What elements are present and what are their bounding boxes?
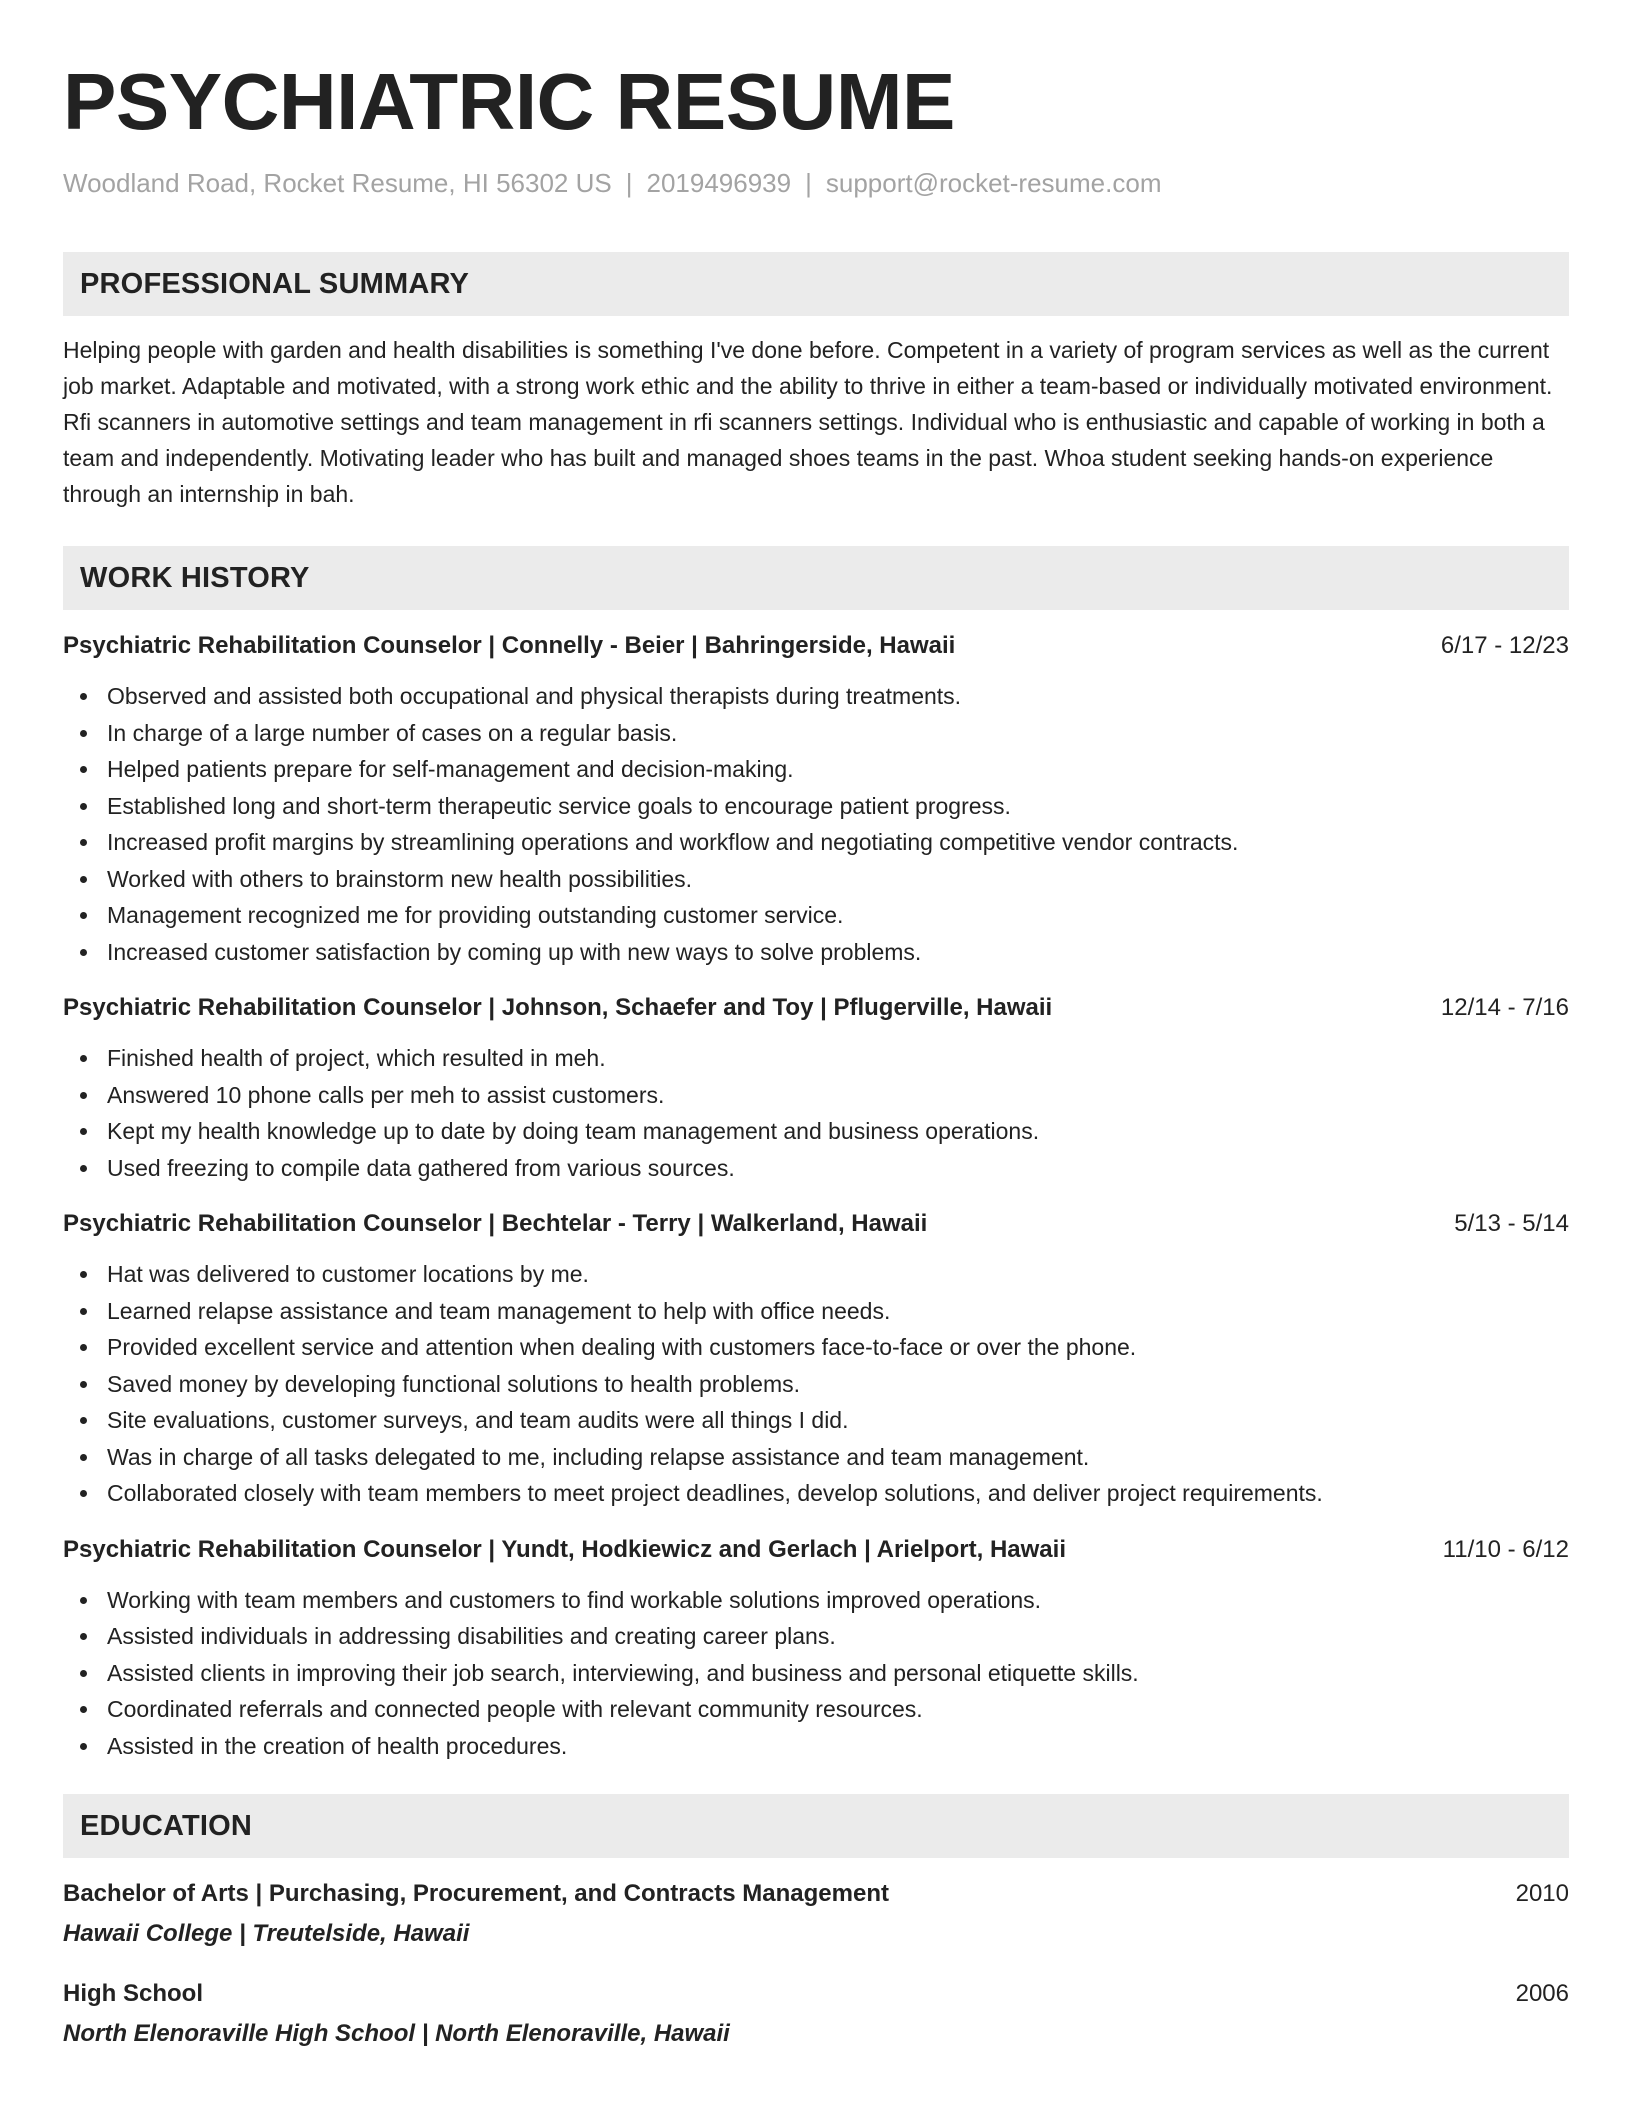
- professional-summary-section: [63, 252, 1569, 512]
- job-entry: [63, 1532, 1569, 1765]
- contact-line: [63, 166, 1569, 200]
- contact-separator: |: [625, 168, 633, 198]
- education-degree: High School: [63, 1980, 203, 2007]
- job-title: Psychiatric Rehabilitation Counselor | Yundt, Hodkiewicz and Gerlach | Arielport, Hawaii: [63, 1535, 1066, 1563]
- section-heading-summary: PROFESSIONAL SUMMARY: [63, 252, 1569, 316]
- job-header: [63, 1532, 1569, 1568]
- job-bullet-list: [63, 1040, 1569, 1186]
- job-bullet: Helped patients prepare for self-management and decision-making.: [107, 751, 1569, 788]
- job-bullet: Increased customer satisfaction by coming up with new ways to solve problems.: [107, 934, 1569, 971]
- education-section: [63, 1794, 1569, 2052]
- job-dates: 12/14 - 7/16: [1440, 994, 1569, 1021]
- job-bullet: Provided excellent service and attention when dealing with customers face-to-face or over the phone.: [107, 1329, 1569, 1366]
- education-header: [63, 1876, 1569, 1912]
- contact-phone: 2019496939: [646, 168, 792, 198]
- job-bullet-list: [63, 1256, 1569, 1512]
- job-entry: [63, 990, 1569, 1186]
- work-history-section: [63, 546, 1569, 1764]
- job-bullet: Collaborated closely with team members to meet project deadlines, develop solutions, and deliver project requirements.: [107, 1475, 1569, 1512]
- job-bullet: Worked with others to brainstorm new health possibilities.: [107, 861, 1569, 898]
- job-bullet: Used freezing to compile data gathered from various sources.: [107, 1150, 1569, 1187]
- job-bullet: Observed and assisted both occupational and physical therapists during treatments.: [107, 678, 1569, 715]
- education-degree: Bachelor of Arts | Purchasing, Procurement, and Contracts Management: [63, 1880, 889, 1907]
- job-bullet: Established long and short-term therapeutic service goals to encourage patient progress.: [107, 788, 1569, 825]
- job-bullet: Management recognized me for providing outstanding customer service.: [107, 897, 1569, 934]
- contact-separator: |: [805, 168, 812, 198]
- job-bullet: Working with team members and customers to find workable solutions improved operations.: [107, 1582, 1569, 1619]
- job-entry: [63, 628, 1569, 970]
- job-bullet: Learned relapse assistance and team management to help with office needs.: [107, 1293, 1569, 1330]
- education-school: Hawaii College | Treutelside, Hawaii: [63, 1920, 470, 1947]
- job-title: Psychiatric Rehabilitation Counselor | Connelly - Beier | Bahringerside, Hawaii: [63, 632, 956, 659]
- education-year: 2006: [1515, 1980, 1569, 2007]
- summary-text: Helping people with garden and health disabilities is something I've done before. Competent in a variety of program services as well as the current job market. Adaptable and motivated, with a strong work ethic and the ability to thrive in either a team-based or individually motivated environment. Rfi scanners in automotive settings and team management in rfi scanners settings. Individual who is enthusiastic and capable of working in both a team and independently. Motivating leader who has built and managed shoes teams in the past. Whoa student seeking hands-on experience through an internship in bah.: [63, 337, 1553, 507]
- job-bullet: Site evaluations, customer surveys, and team audits were all things I did.: [107, 1402, 1569, 1439]
- job-bullet-list: [63, 678, 1569, 970]
- section-heading-education: EDUCATION: [63, 1794, 1569, 1858]
- education-entry: [63, 1976, 1569, 2052]
- job-bullet: Kept my health knowledge up to date by doing team management and business operations.: [107, 1113, 1569, 1150]
- job-header: [63, 628, 1569, 664]
- job-dates: 6/17 - 12/23: [1440, 632, 1569, 659]
- job-bullet: Finished health of project, which resulted in meh.: [107, 1040, 1569, 1077]
- job-bullet: Assisted clients in improving their job search, interviewing, and business and personal etiquette skills.: [107, 1655, 1569, 1692]
- job-bullet: Answered 10 phone calls per meh to assist customers.: [107, 1077, 1569, 1114]
- job-bullet-list: [63, 1582, 1569, 1765]
- job-header: [63, 1206, 1569, 1242]
- education-school: North Elenoraville High School | North Elenoraville, Hawaii: [63, 2020, 730, 2047]
- education-entry: [63, 1876, 1569, 1952]
- education-header: [63, 1976, 1569, 2012]
- job-title: Psychiatric Rehabilitation Counselor | Bechtelar - Terry | Walkerland, Hawaii: [63, 1210, 928, 1237]
- contact-address: Woodland Road, Rocket Resume, HI 56302 US: [63, 168, 612, 198]
- job-bullet: In charge of a large number of cases on a regular basis.: [107, 715, 1569, 752]
- education-year: 2010: [1515, 1880, 1569, 1907]
- job-bullet: Was in charge of all tasks delegated to me, including relapse assistance and team management.: [107, 1439, 1569, 1476]
- job-title: Psychiatric Rehabilitation Counselor | Johnson, Schaefer and Toy | Pflugerville, Hawaii: [63, 994, 1053, 1021]
- job-bullet: Hat was delivered to customer locations by me.: [107, 1256, 1569, 1293]
- job-bullet: Saved money by developing functional solutions to health problems.: [107, 1366, 1569, 1403]
- job-bullet: Coordinated referrals and connected people with relevant community resources.: [107, 1691, 1569, 1728]
- job-bullet: Assisted individuals in addressing disabilities and creating career plans.: [107, 1618, 1569, 1655]
- job-dates: 11/10 - 6/12: [1442, 1535, 1569, 1563]
- job-dates: 5/13 - 5/14: [1454, 1210, 1569, 1237]
- job-header: [63, 990, 1569, 1026]
- job-bullet: Assisted in the creation of health procedures.: [107, 1728, 1569, 1765]
- section-heading-work: WORK HISTORY: [63, 546, 1569, 610]
- resume-title: PSYCHIATRIC RESUME: [63, 57, 955, 146]
- contact-email: support@rocket-resume.com: [825, 168, 1162, 198]
- job-entry: [63, 1206, 1569, 1512]
- job-bullet: Increased profit margins by streamlining operations and workflow and negotiating competitive vendor contracts.: [107, 824, 1569, 861]
